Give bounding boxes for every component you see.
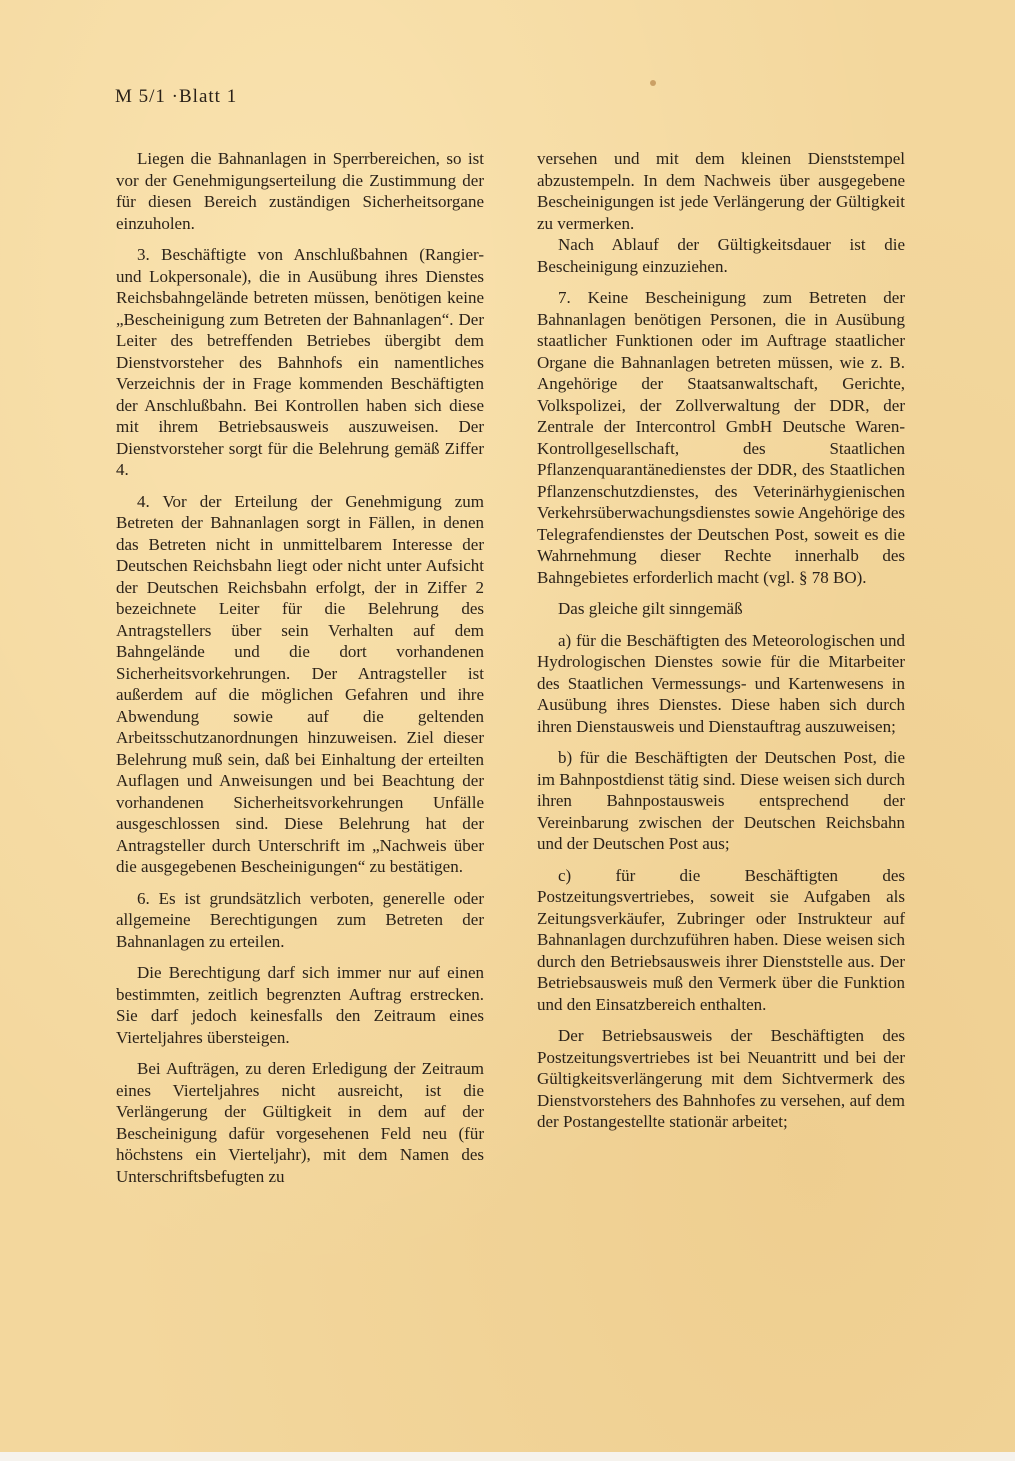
paragraph-3-anschlussbahnen: 3. Beschäftigte von Anschlußbahnen (Rangier- und Lokpersonale), die in Ausübung ihres Dienstes Reichsbahngelände betreten müssen, benötigen keine „Bescheinigung zum Betreten der Bahnanlagen“. Der Leiter des betreffenden Betriebes übergibt dem Dienstvorsteher des Bahnhofs ein namentliches Verzeichnis der in Frage kommenden Beschäftigten der Anschlußbahn. Bei Kontrollen haben sich diese mit ihrem Betriebsausweis auszuweisen. Der Dienstvorsteher sorgt für die Belehrung gemäß Ziffer 4. [116, 245, 484, 479]
paragraph-a-meteorologie: a) für die Beschäftigten des Meteorologischen und Hydrologischen Dienstes sowie für die Mitarbeiter des Staatlichen Vermessungs- und Kartenwesens in Ausübung ihres Dienstes. Diese haben sich durch ihren Dienstausweis und Dienstauftrag auszuweisen; [537, 630, 905, 736]
paragraph-das-gleiche: Das gleiche gilt sinngemäß [558, 599, 743, 618]
paragraph-sperrbereiche: Liegen die Bahnanlagen in Sperrbereichen, so ist vor der Genehmigungserteilung die Zustimmung der für diesen Bereich zuständigen Sicherheitsorgane einzuholen. [116, 149, 484, 233]
paragraph-b-deutsche-post: b) für die Beschäftigten der Deutschen Post, die im Bahnpostdienst tätig sind. Diese weisen sich durch ihren Bahnpostausweis entsprechend der Vereinbarung zwischen der Deutschen Reichsbahn und der Deutschen Post aus; [537, 748, 905, 853]
paragraph-6-verbot: 6. Es ist grundsätzlich verboten, generelle oder allgemeine Berechtigungen zum Betreten der Bahnanlagen zu erteilen. [116, 888, 484, 951]
page-header: M 5/1 ·Blatt 1 [115, 86, 238, 107]
paragraph-7-keine-bescheinigung: 7. Keine Bescheinigung zum Betreten der Bahnanlagen benötigen Personen, die in Ausübung staatlicher Funktionen oder im Auftrage staatlicher Organe die Bahnanlagen betreten müssen, wie z. B. Angehörige der Staatsanwaltschaft, Gerichte, Volkspolizei, der Zollverwaltung der DDR, der Zentrale der Intercontrol GmbH Deutsche Waren-Kontrollgesellschaft, des Staatlichen Pflanzenquarantänedienstes der DDR, des Staatlichen Pflanzenschutzdienstes, des Veterinärhygienischen Verkehrsüberwachungsdienstes sowie Angehörige des Telegrafendienstes der Deutschen Post, soweit es die Wahrnehmung dieser Rechte innerhalb des Bahngebietes erforderlich macht (vgl. § 78 BO). [537, 288, 905, 587]
paragraph-berechtigung: Die Berechtigung darf sich immer nur auf einen bestimmten, zeitlich begrenzten Auftrag erstrecken. Sie darf jedoch keinesfalls den Zeitraum eines Vierteljahres übersteigen. [116, 963, 484, 1047]
paragraph-versehen: versehen und mit dem kleinen Dienststempel abzustempeln. In dem Nachweis über ausgegebene Bescheinigungen ist jede Verlängerung der Gültigkeit zu vermerken. [537, 149, 905, 233]
paragraph-ablauf: Nach Ablauf der Gültigkeitsdauer ist die Bescheinigung einzuziehen. [537, 235, 905, 276]
left-column [116, 148, 484, 1197]
paragraph-c-postzeitungsvertrieb: c) für die Beschäftigten des Postzeitungsvertriebes, soweit sie Aufgaben als Zeitungsverkäufer, Zubringer oder Instrukteur auf Bahnanlagen durchzuführen haben. Diese weisen sich durch den Betriebsausweis ihrer Dienststelle aus. Der Betriebsausweis muß den Vermerk über die Funktion und den Einsatzbereich enthalten. [537, 865, 905, 1014]
paragraph-betriebsausweis: Der Betriebsausweis der Beschäftigten des Postzeitungsvertriebes ist bei Neuantritt und bei der Gültigkeitsverlängerung mit dem Sichtvermerk des Dienstvorstehers des Bahnhofes zu versehen, auf dem der Postangestellte stationär arbeitet; [537, 1026, 905, 1131]
paragraph-auftraege: Bei Aufträgen, zu deren Erledigung der Zeitraum eines Vierteljahres nicht ausreicht, ist die Verlängerung der Gültigkeit in dem auf der Bescheinigung dafür vorgesehenen Feld neu (für höchstens ein Vierteljahr), mit dem Namen des Unterschriftsbefugten zu [116, 1059, 484, 1186]
paper-stain [650, 80, 656, 86]
right-column [537, 148, 905, 1143]
scan-bottom-edge [0, 1452, 1015, 1461]
paragraph-4-belehrung: 4. Vor der Erteilung der Genehmigung zum Betreten der Bahnanlagen sorgt in Fällen, in denen das Betreten nicht in unmittelbarem Interesse der Deutschen Reichsbahn liegt oder nicht unter Aufsicht der Deutschen Reichsbahn erfolgt, der in Ziffer 2 bezeichnete Leiter für die Belehrung des Antragstellers über sein Verhalten auf dem Bahngelände und die dort vorhandenen Sicherheitsvorkehrungen. Der Antragsteller ist außerdem auf die möglichen Gefahren und ihre Abwendung sowie auf die geltenden Arbeitsschutzanordnungen hinzuweisen. Ziel dieser Belehrung muß sein, daß bei Einhaltung der erteilten Auflagen und Anweisungen und bei Beachtung der vorhandenen Sicherheitsvorkehrungen Unfälle ausgeschlossen sind. Diese Belehrung hat der Antragsteller durch Unterschrift im „Nachweis über die ausgegebenen Bescheinigungen“ zu bestätigen. [116, 491, 484, 876]
